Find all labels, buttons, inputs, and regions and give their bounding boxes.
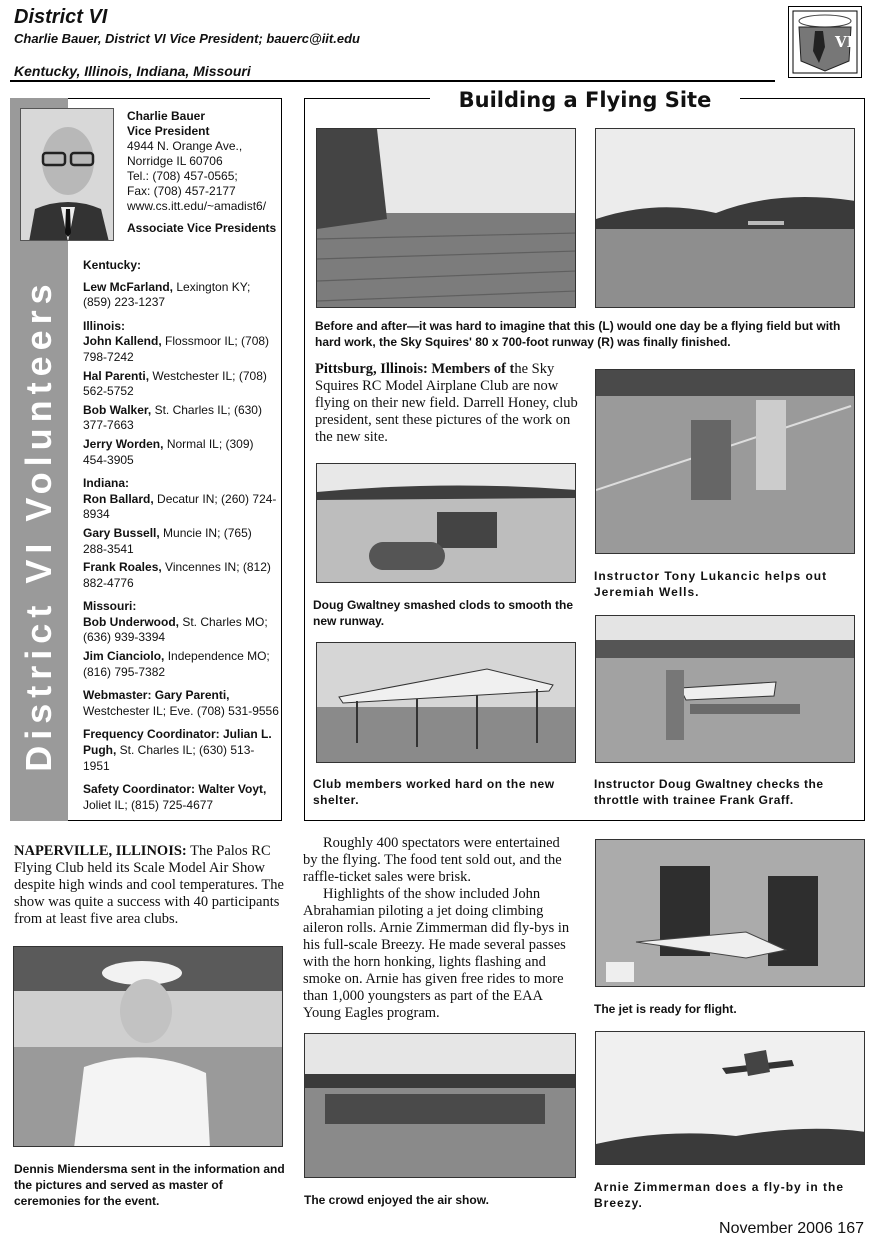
volunteer-entry: Ron Ballard, Decatur IN; (260) 724-8934 — [83, 491, 277, 522]
vp-address-2: Norridge IL 60706 — [127, 154, 223, 168]
caption-breezy: Arnie Zimmerman does a fly-by in the Breezy. — [594, 1180, 845, 1210]
volunteer-entry: Frank Roales, Vincennes IN; (812) 882-4776 — [83, 560, 271, 590]
volunteer-entry: Gary Bussell, Muncie IN; (765) 288-3541 — [83, 525, 252, 556]
state-heading: Indiana: — [83, 476, 130, 491]
caption-throttle: Instructor Doug Gwaltney checks the throttle with trainee Frank Graff. — [594, 777, 824, 807]
district-logo — [788, 6, 862, 78]
section-title: District VI — [14, 6, 108, 28]
state-heading: Missouri: — [83, 599, 137, 614]
photo-jet — [595, 839, 865, 987]
volunteer-entry: Frequency Coordinator: Julian L. Pugh, St. Charles IL; (630) 513-1951 — [83, 727, 272, 773]
vp-website[interactable]: www.cs.itt.edu/~amadist6/ — [127, 199, 267, 213]
caption-instructor: Instructor Tony Lukancic helps out Jeremiah Wells. — [594, 569, 828, 599]
assoc-vp-heading: Associate Vice Presidents — [127, 221, 277, 235]
photo-instructor — [595, 369, 855, 554]
vp-name: Charlie Bauer — [127, 109, 206, 123]
flying-site-title: Building a Flying Site — [430, 88, 740, 112]
volunteer-entry: Lew McFarland, Lexington KY; (859) 223-1237 — [83, 279, 251, 310]
volunteer-entry: Safety Coordinator: Walter Voyt, Joliet IL; (815) 725-4677 — [83, 782, 267, 812]
vp-phone: Tel.: (708) 457-0565; — [127, 169, 238, 183]
naperville-intro: NAPERVILLE, ILLINOIS: The Palos RC Flying Club held its Scale Model Air Show despite high winds and cool temperatures. The show was quite a success with 40 participants from at least five area clubs. — [14, 843, 284, 927]
photo-throttle — [595, 615, 855, 763]
caption-jet: The jet is ready for flight. — [594, 1002, 737, 1016]
volunteer-entry: Webmaster: Gary Parenti, Westchester IL; Eve. (708) 531-9556 — [83, 688, 279, 718]
vp-fax: Fax: (708) 457-2177 — [127, 184, 236, 198]
naperville-paragraph-2: Roughly 400 spectators were entertained by the flying. The food tent sold out, and the raffle-ticket sales were brisk. — [303, 835, 562, 885]
volunteer-entry: Hal Parenti, Westchester IL; (708) 562-5752 — [83, 368, 267, 399]
caption-dennis: Dennis Miendersma sent in the information and the pictures and served as master of ceremonies for the event. — [14, 1162, 285, 1208]
state-heading: Kentucky: — [83, 258, 142, 272]
vp-role: Vice President — [127, 124, 210, 138]
header-rule — [10, 80, 775, 82]
caption-gwaltney: Doug Gwaltney smashed clods to smooth the new runway. — [313, 598, 574, 628]
section-states: Kentucky, Illinois, Indiana, Missouri — [14, 63, 251, 79]
vp-portrait — [20, 108, 114, 241]
naperville-body — [303, 835, 576, 1022]
volunteer-entry: Bob Underwood, St. Charles MO; (636) 939-3394 — [83, 614, 268, 645]
photo-crowd — [304, 1033, 576, 1178]
section-subtitle: Charlie Bauer, District VI Vice President; bauerc@iit.edu — [14, 31, 360, 46]
caption-shelter: Club members worked hard on the new shelter. — [313, 777, 555, 807]
photo-before-field — [316, 128, 576, 308]
vp-contact — [127, 109, 279, 236]
logo-label: VI — [835, 33, 854, 51]
state-heading: Illinois: — [83, 318, 125, 333]
volunteer-entry: Bob Walker, St. Charles IL; (630) 377-7663 — [83, 402, 262, 433]
flying-site-intro: Pittsburg, Illinois: Members of the Sky Squires RC Model Airplane Club are now flying on their new field. Darrell Honey, club president, sent these pictures of the work on the new site. — [315, 361, 578, 445]
caption-before-after: Before and after—it was hard to imagine that this (L) would one day be a flying field but with hard work, the Sky Squires' 80 x 700-foot runway (R) was finally finished. — [315, 319, 841, 349]
volunteer-list — [83, 258, 279, 816]
caption-crowd: The crowd enjoyed the air show. — [304, 1193, 489, 1207]
vp-address-1: 4944 N. Orange Ave., — [127, 139, 243, 153]
photo-roller — [316, 463, 576, 583]
photo-dennis — [13, 946, 283, 1147]
volunteer-entry: John Kallend, Flossmoor IL; (708) 798-7242 — [83, 334, 270, 364]
photo-after-runway — [595, 128, 855, 308]
volunteers-band-label: District VI Volunteers — [18, 278, 59, 772]
volunteer-entry: Jim Cianciolo, Independence MO; (816) 795-7382 — [83, 649, 270, 679]
page-footer: November 2006 167 — [719, 1220, 864, 1237]
photo-breezy — [595, 1031, 865, 1165]
volunteer-entry: Jerry Worden, Normal IL; (309) 454-3905 — [83, 436, 254, 467]
photo-shelter — [316, 642, 576, 763]
naperville-paragraph-3: Highlights of the show included John Abrahamian piloting a jet doing climbing aileron rolls. Arnie Zimmerman did fly-bys in his full-scale Breezy. He made several passes with the horn honking, lights flashing and smoke on. Arnie has given free rides to more than 1,000 youngsters as part of the EAA Young Eagles program. — [303, 886, 570, 1021]
